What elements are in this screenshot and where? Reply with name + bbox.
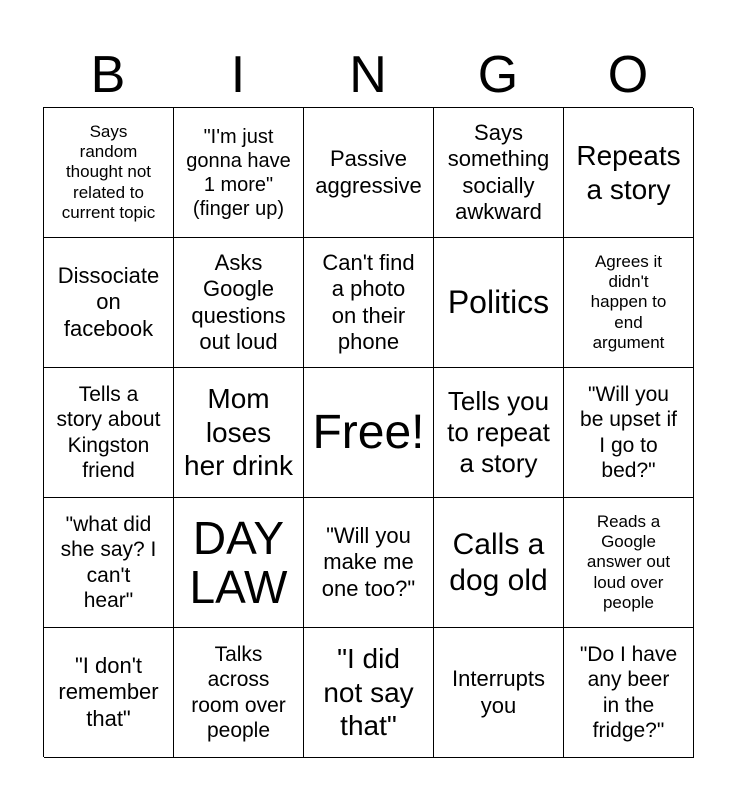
bingo-cell-r2-c3[interactable] xyxy=(304,238,434,368)
bingo-cell-text: "I did not say that" xyxy=(323,643,414,742)
bingo-cell-r4-c2[interactable] xyxy=(174,498,304,628)
bingo-cell-text: "Will you be upset if I go to bed?" xyxy=(580,383,677,482)
bingo-cell-r2-c5[interactable] xyxy=(564,238,694,368)
bingo-cell-text: Asks Google questions out loud xyxy=(191,249,286,354)
bingo-cell-text: Politics xyxy=(447,284,550,321)
bingo-cell-text: Dissociate on facebook xyxy=(57,262,160,341)
bingo-cell-r1-c5[interactable] xyxy=(564,108,694,238)
bingo-cell-text: Calls a dog old xyxy=(449,527,548,597)
bingo-cell-r1-c1[interactable] xyxy=(44,108,174,238)
bingo-cell-text: Agrees it didn't happen to end argument xyxy=(590,251,667,353)
bingo-cell-r5-c4[interactable] xyxy=(434,628,564,758)
header-letter-i: I xyxy=(230,46,246,104)
bingo-cell-text: Mom loses her drink xyxy=(184,383,293,482)
header-letter-g: G xyxy=(477,46,519,104)
bingo-cell-text: Tells you to repeat a story xyxy=(447,385,550,479)
bingo-cell-text: Can't find a photo on their phone xyxy=(322,249,415,354)
bingo-cell-r3-c2[interactable] xyxy=(174,368,304,498)
bingo-cell-text: Tells a story about Kingston friend xyxy=(56,383,161,482)
bingo-cell-text: Interrupts you xyxy=(452,666,545,718)
bingo-cell-r3-c1[interactable] xyxy=(44,368,174,498)
bingo-cell-r2-c2[interactable] xyxy=(174,238,304,368)
bingo-cell-r4-c5[interactable] xyxy=(564,498,694,628)
bingo-cell-r5-c5[interactable] xyxy=(564,628,694,758)
bingo-cell-r1-c4[interactable] xyxy=(434,108,564,238)
bingo-cell-r3-c5[interactable] xyxy=(564,368,694,498)
bingo-cell-text: "what did she say? I can't hear" xyxy=(60,513,157,612)
bingo-cell-text: Reads a Google answer out loud over people xyxy=(586,511,671,613)
bingo-cell-text: Says something socially awkward xyxy=(447,119,550,224)
bingo-cell-text: Repeats a story xyxy=(576,139,681,205)
bingo-cell-r5-c3[interactable] xyxy=(304,628,434,758)
bingo-cell-r2-c4[interactable] xyxy=(434,238,564,368)
bingo-cell-r3-c4[interactable] xyxy=(434,368,564,498)
bingo-header xyxy=(43,44,693,106)
bingo-cell-text: Says random thought not related to current topic xyxy=(61,121,156,223)
bingo-cell-r2-c1[interactable] xyxy=(44,238,174,368)
bingo-cell-text: Passive aggressive xyxy=(315,146,422,198)
header-letter-b: B xyxy=(90,46,126,104)
bingo-cell-r4-c1[interactable] xyxy=(44,498,174,628)
bingo-cell-text: DAY LAW xyxy=(189,512,288,613)
bingo-cell-text: "I'm just gonna have 1 more" (finger up) xyxy=(186,125,291,220)
bingo-cell-r4-c3[interactable] xyxy=(304,498,434,628)
bingo-cell-text: Free! xyxy=(312,405,425,459)
bingo-cell-r1-c2[interactable] xyxy=(174,108,304,238)
header-letter-n: N xyxy=(349,46,387,104)
bingo-cell-text: "I don't remember that" xyxy=(58,652,159,731)
bingo-cell-text: "Do I have any beer in the fridge?" xyxy=(579,643,678,742)
bingo-cell-text: Talks across room over people xyxy=(191,643,286,742)
bingo-cell-r3-c3[interactable] xyxy=(304,368,434,498)
bingo-cell-r1-c3[interactable] xyxy=(304,108,434,238)
bingo-cell-r5-c2[interactable] xyxy=(174,628,304,758)
bingo-cell-r5-c1[interactable] xyxy=(44,628,174,758)
bingo-card-grid xyxy=(43,107,693,757)
header-letter-o: O xyxy=(607,46,649,104)
bingo-cell-r4-c4[interactable] xyxy=(434,498,564,628)
bingo-cell-text: "Will you make me one too?" xyxy=(321,522,416,601)
